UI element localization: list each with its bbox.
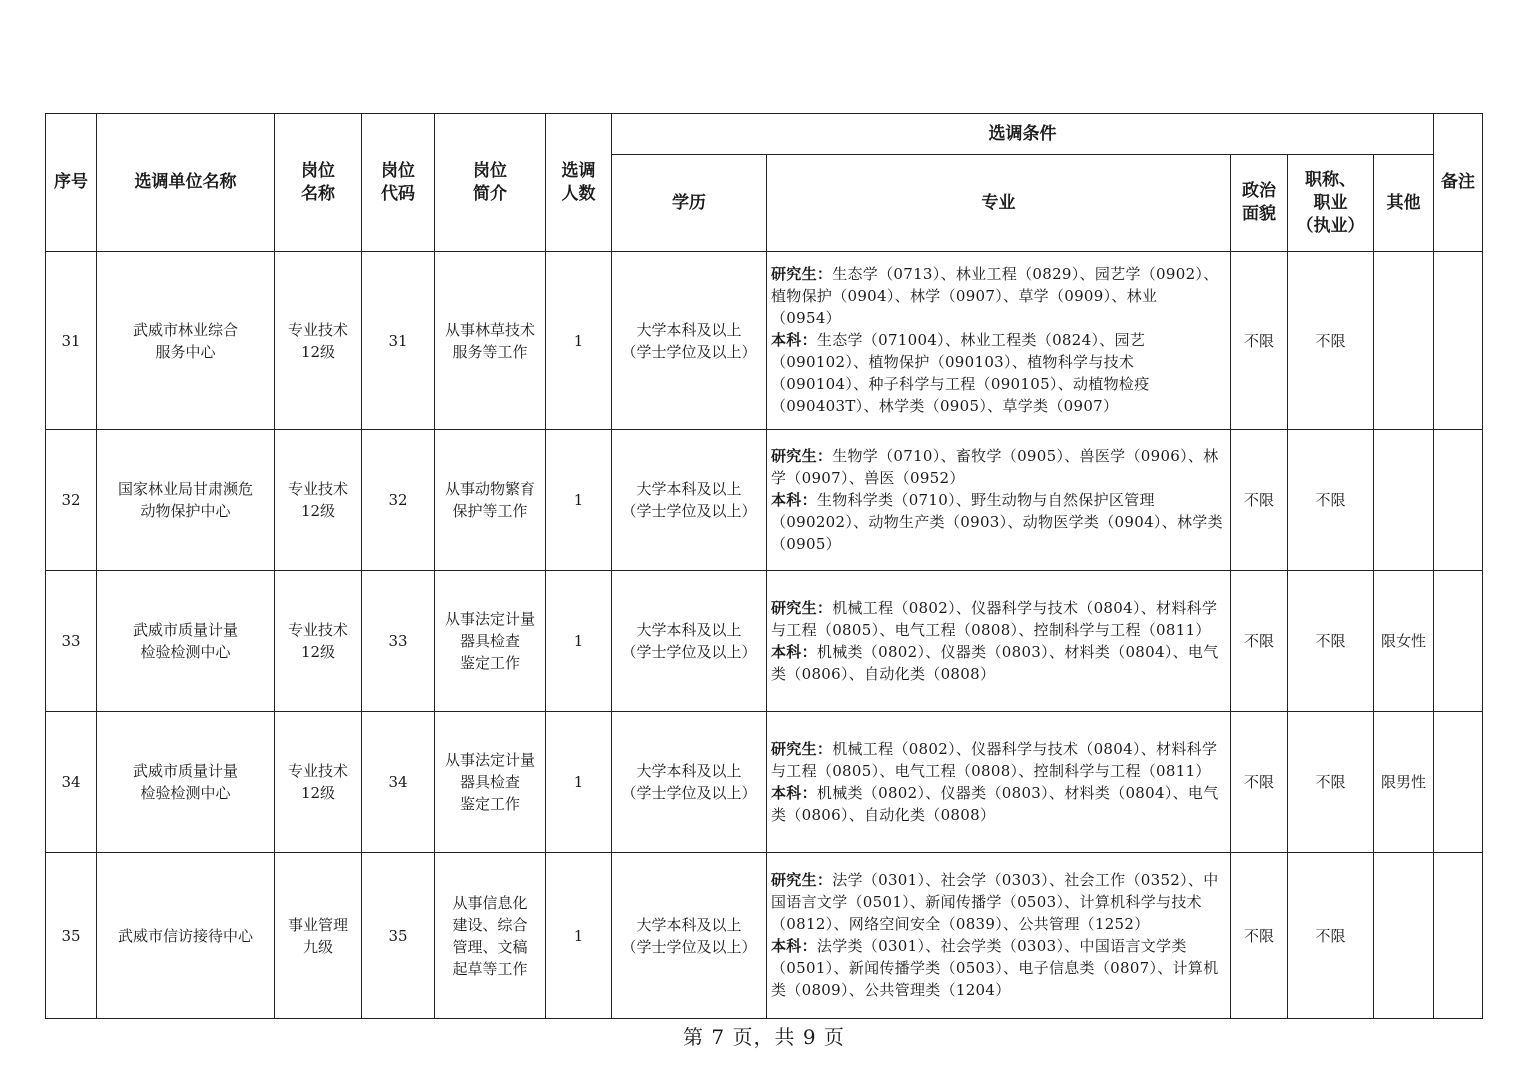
cell-post-desc: 从事信息化 建设、综合 管理、文稿 起草等工作 <box>435 853 546 1019</box>
cell-post-name: 专业技术 12级 <box>275 712 362 853</box>
cell-seq: 35 <box>46 853 97 1019</box>
cell-title: 不限 <box>1288 712 1374 853</box>
cell-remark <box>1434 571 1483 712</box>
grad-majors: 生态学（0713）、林业工程（0829）、园艺学（0902）、植物保护（0904）、林学（0907）、草学（0909）、林业（0954） <box>771 265 1219 327</box>
cell-other <box>1374 853 1434 1019</box>
cell-remark <box>1434 853 1483 1019</box>
cell-post-code: 34 <box>362 712 435 853</box>
cell-post-code: 35 <box>362 853 435 1019</box>
grad-label: 研究生： <box>771 446 833 465</box>
header-row-1 <box>46 114 1483 155</box>
cell-seq: 34 <box>46 712 97 853</box>
header-remark: 备注 <box>1434 114 1483 252</box>
cell-unit: 武威市信访接待中心 <box>97 853 275 1019</box>
cell-seq: 31 <box>46 252 97 430</box>
cell-unit: 武威市林业综合 服务中心 <box>97 252 275 430</box>
ug-label: 本科： <box>771 783 817 802</box>
cell-post-name: 专业技术 12级 <box>275 430 362 571</box>
ug-majors: 生物科学类（0710）、野生动物与自然保护区管理（090202）、动物生产类（0903）、动物医学类（0904）、林学类（0905） <box>771 490 1223 553</box>
cell-remark <box>1434 252 1483 430</box>
grad-label: 研究生： <box>771 739 833 758</box>
ug-label: 本科： <box>771 642 817 661</box>
cell-other: 限女性 <box>1374 571 1434 712</box>
cell-post-name: 事业管理 九级 <box>275 853 362 1019</box>
cell-major <box>767 853 1231 1019</box>
ug-label: 本科： <box>771 331 817 349</box>
header-seq: 序号 <box>46 114 97 252</box>
cell-major <box>767 571 1231 712</box>
grad-majors: 生物学（0710）、畜牧学（0905）、兽医学（0906）、林学（0907）、兽医（0952） <box>771 446 1219 487</box>
recruitment-table <box>45 113 1483 1019</box>
table-row <box>46 571 1483 712</box>
cell-seq: 33 <box>46 571 97 712</box>
table-row <box>46 853 1483 1019</box>
header-major: 专业 <box>767 155 1231 252</box>
header-post-name: 岗位 名称 <box>275 114 362 252</box>
cell-post-desc: 从事法定计量 器具检查 鉴定工作 <box>435 712 546 853</box>
header-other: 其他 <box>1374 155 1434 252</box>
cell-other: 限男性 <box>1374 712 1434 853</box>
cell-remark <box>1434 712 1483 853</box>
cell-post-code: 32 <box>362 430 435 571</box>
cell-title: 不限 <box>1288 252 1374 430</box>
header-title: 职称、 职业 （执业） <box>1288 155 1374 252</box>
cell-post-code: 33 <box>362 571 435 712</box>
cell-education: 大学本科及以上 （学士学位及以上） <box>612 853 767 1019</box>
cell-post-name: 专业技术 12级 <box>275 571 362 712</box>
header-political: 政治 面貌 <box>1231 155 1288 252</box>
cell-unit: 武威市质量计量 检验检测中心 <box>97 712 275 853</box>
cell-political: 不限 <box>1231 712 1288 853</box>
cell-post-desc: 从事林草技术 服务等工作 <box>435 252 546 430</box>
cell-education: 大学本科及以上 （学士学位及以上） <box>612 571 767 712</box>
table-row <box>46 712 1483 853</box>
page-footer: 第 7 页，共 9 页 <box>683 1025 845 1049</box>
header-education: 学历 <box>612 155 767 252</box>
header-post-desc: 岗位 简介 <box>435 114 546 252</box>
cell-major <box>767 430 1231 571</box>
cell-count: 1 <box>546 853 612 1019</box>
table-row <box>46 252 1483 430</box>
ug-majors: 机械类（0802）、仪器类（0803）、材料类（0804）、电气类（0806）、自动化类（0808） <box>771 642 1219 683</box>
grad-label: 研究生： <box>771 598 833 617</box>
cell-seq: 32 <box>46 430 97 571</box>
cell-count: 1 <box>546 430 612 571</box>
grad-majors: 机械工程（0802）、仪器科学与技术（0804）、材料科学与工程（0805）、电气工程（0808）、控制科学与工程（0811） <box>771 739 1218 780</box>
cell-count: 1 <box>546 571 612 712</box>
ug-label: 本科： <box>771 937 817 955</box>
cell-education: 大学本科及以上 （学士学位及以上） <box>612 252 767 430</box>
cell-count: 1 <box>546 252 612 430</box>
cell-title: 不限 <box>1288 571 1374 712</box>
cell-post-code: 31 <box>362 252 435 430</box>
grad-label: 研究生： <box>771 265 833 283</box>
header-conditions: 选调条件 <box>612 114 1434 155</box>
cell-major <box>767 252 1231 430</box>
cell-political: 不限 <box>1231 430 1288 571</box>
ug-majors: 机械类（0802）、仪器类（0803）、材料类（0804）、电气类（0806）、自动化类（0808） <box>771 783 1219 824</box>
cell-count: 1 <box>546 712 612 853</box>
header-unit: 选调单位名称 <box>97 114 275 252</box>
cell-political: 不限 <box>1231 853 1288 1019</box>
cell-political: 不限 <box>1231 252 1288 430</box>
cell-remark <box>1434 430 1483 571</box>
cell-education: 大学本科及以上 （学士学位及以上） <box>612 430 767 571</box>
table-row <box>46 430 1483 571</box>
ug-majors: 生态学（071004）、林业工程类（0824）、园艺（090102）、植物保护（090103）、植物科学与技术（090104）、种子科学与工程（090105）、动植物检疫（090403T）、林学类（0905）、草学类（0907） <box>771 331 1150 415</box>
cell-post-desc: 从事动物繁育 保护等工作 <box>435 430 546 571</box>
cell-unit: 国家林业局甘肃濒危 动物保护中心 <box>97 430 275 571</box>
grad-majors: 机械工程（0802）、仪器科学与技术（0804）、材料科学与工程（0805）、电气工程（0808）、控制科学与工程（0811） <box>771 598 1218 639</box>
header-post-code: 岗位 代码 <box>362 114 435 252</box>
cell-political: 不限 <box>1231 571 1288 712</box>
header-count: 选调 人数 <box>546 114 612 252</box>
grad-majors: 法学（0301）、社会学（0303）、社会工作（0352）、中国语言文学（0501）、新闻传播学（0503）、计算机科学与技术（0812）、网络空间安全（0839）、公共管理（1252） <box>771 871 1219 933</box>
cell-major <box>767 712 1231 853</box>
ug-label: 本科： <box>771 490 817 509</box>
cell-other <box>1374 430 1434 571</box>
grad-label: 研究生： <box>771 871 833 889</box>
cell-other <box>1374 252 1434 430</box>
cell-post-name: 专业技术 12级 <box>275 252 362 430</box>
cell-title: 不限 <box>1288 430 1374 571</box>
cell-unit: 武威市质量计量 检验检测中心 <box>97 571 275 712</box>
ug-majors: 法学类（0301）、社会学类（0303）、中国语言文学类（0501）、新闻传播学类（0503）、电子信息类（0807）、计算机类（0809）、公共管理类（1204） <box>771 937 1219 999</box>
cell-education: 大学本科及以上 （学士学位及以上） <box>612 712 767 853</box>
cell-title: 不限 <box>1288 853 1374 1019</box>
cell-post-desc: 从事法定计量 器具检查 鉴定工作 <box>435 571 546 712</box>
